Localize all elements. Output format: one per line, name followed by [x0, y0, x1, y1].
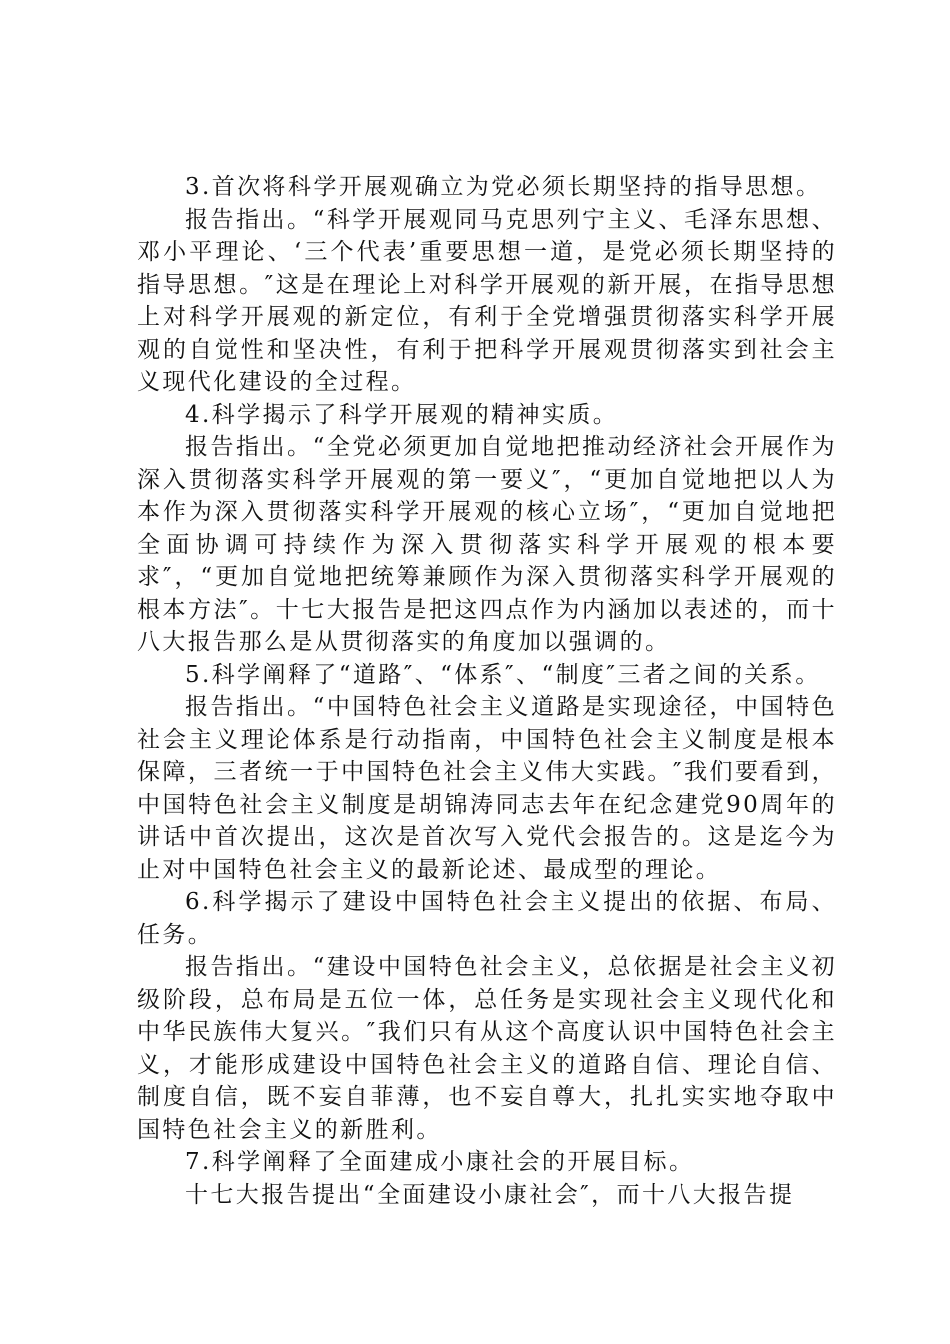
paragraph-3: 报告指出。“科学开展观同马克思列宁主义、毛泽东思想、邓小平理论、‘三个代表’重要思想一道，是党必须长期坚持的指导思想。″这是在理论上对科学开展观的新开展，在指导思想上对科学开展观的新定位，有利于全党增强贯彻落实科学开展观的自觉性和坚决性，有利于把科学开展观贯彻落实到社会主义现代化建设的全过程。 [137, 206, 837, 395]
heading-7: 7.科学阐释了全面建成小康社会的开展目标。 [185, 1149, 695, 1175]
heading-5: 5.科学阐释了“道路″、“体系″、“制度″三者之间的关系。 [185, 661, 821, 688]
heading-3: 3.首次将科学开展观确立为党必须长期坚持的指导思想。 [185, 174, 822, 200]
heading-4: 4.科学揭示了科学开展观的精神实质。 [185, 401, 619, 428]
paragraph-7: 十七大报告提出“全面建设小康社会″，而十八大报告提 [185, 1181, 795, 1208]
paragraph-4: 报告指出。“全党必须更加自觉地把推动经济社会开展作为深入贯彻落实科学开展观的第一要义″，“更加自觉地把以人为本作为深入贯彻落实科学开展观的核心立场″，“更加自觉地把全面协调可持续作为深入贯彻落实科学开展观的根本要求″，“更加自觉地把统筹兼顾作为深入贯彻落实科学开展观的根本方法″。十七大报告是把这四点作为内涵加以表述的，而十八大报告那么是从贯彻落实的角度加以强调的。 [137, 434, 837, 655]
heading-6: 6.科学揭示了建设中国特色社会主义提出的依据、布局、任务。 [137, 889, 837, 948]
document-body [137, 171, 837, 1211]
paragraph-5: 报告指出。“中国特色社会主义道路是实现途径，中国特色社会主义理论体系是行动指南，中国特色社会主义制度是根本保障，三者统一于中国特色社会主义伟大实践。″我们要看到，中国特色社会主义制度是胡锦涛同志去年在纪念建党90周年的讲话中首次提出，这次是首次写入党代会报告的。这是迄今为止对中国特色社会主义的最新论述、最成型的理论。 [137, 694, 837, 883]
paragraph-6: 报告指出。“建设中国特色社会主义，总依据是社会主义初级阶段，总布局是五位一体，总任务是实现社会主义现代化和中华民族伟大复兴。″我们只有从这个高度认识中国特色社会主义，才能形成建设中国特色社会主义的道路自信、理论自信、制度自信，既不妄自菲薄，也不妄自尊大，扎扎实实地夺取中国特色社会主义的新胜利。 [137, 954, 837, 1143]
